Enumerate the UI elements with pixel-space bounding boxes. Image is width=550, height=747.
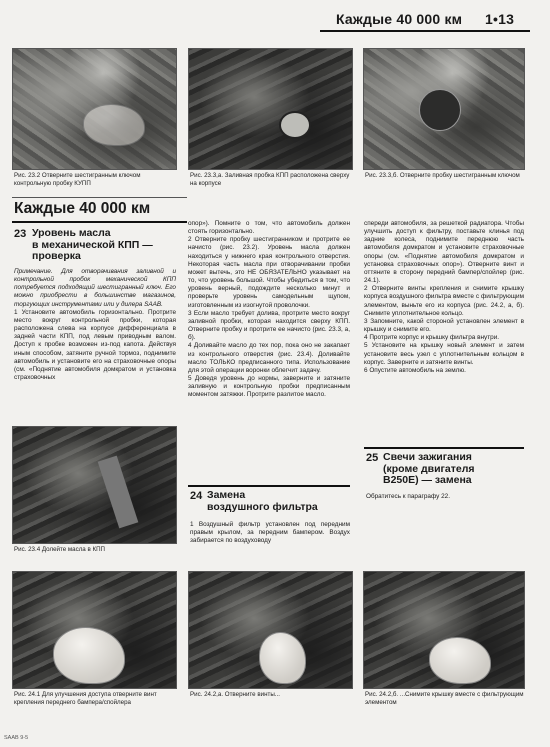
section-24-title: Замена воздушного фильтра <box>207 489 318 513</box>
photo-23-3b <box>363 48 525 170</box>
running-title: Каждые 40 000 км <box>336 11 463 27</box>
paragraph-24-1: 1 Воздушный фильтр установлен под передним правым крылом, за передним бампером. Воздух забирается по воздуховоду <box>190 521 350 545</box>
column-3-text <box>364 220 524 375</box>
column-2-text <box>188 220 350 399</box>
hand-detail <box>53 627 125 684</box>
caption-23-3b: Рис. 23.3,б. Отверните пробку шестигранным ключом <box>365 172 520 179</box>
paragraph-23-1-cont: опор»). Помните о том, что автомобиль должен стоять горизонтально. <box>188 220 350 236</box>
section-23-number: 23 <box>14 228 27 240</box>
paragraph-24-5: 5 Установите на крышку новый элемент и затем установите весь узел с уплотнительным кольцом в корпус. Заверните и затяните винты. <box>364 342 524 366</box>
photo-23-3a <box>188 48 353 170</box>
photo-detail <box>83 104 145 146</box>
paragraph-23-4: 4 Доливайте масло до тех пор, пока оно не закапает из контрольного отверстия (рис. 23.4). Доливайте масло ТОЛЬКО предписанного типа. Использование для этой операции воронки облегчит задачу. <box>188 342 350 374</box>
section-25-number: 25 <box>366 452 379 464</box>
section-25-title: Свечи зажигания (кроме двигателя B250E) — замена <box>383 451 475 486</box>
caption-24-2b: Рис. 24.2,б. ...Снимите крышку вместе с фильтрующим элементом <box>365 691 524 706</box>
photo-24-2a <box>188 571 353 689</box>
paragraph-23-5: 5 Доведя уровень до нормы, заверните и затяните заливную и контрольную пробки предписанным моментом затяжки. Протрите разлитое масло. <box>188 374 350 399</box>
section-25-text <box>366 493 524 501</box>
paragraph-23-3: 3 Если масло требует долива, протрите место вокруг заливной пробки, которая находится сверху КПП. Отверните пробку и протрите ее начисто (рис. 23.3, а, б). <box>188 309 350 342</box>
photo-detail <box>419 89 461 131</box>
caption-23-4: Рис. 23.4 Долейте масла в КПП <box>14 546 105 553</box>
paragraph-24-2: 2 Отверните винты крепления и снимите крышку корпуса воздушного фильтра вместе с фильтрующим элементом, выньте его из корпуса (рис. 24.2, а, б). Снимите уплотнительное кольцо. <box>364 285 524 317</box>
caption-24-2a: Рис. 24.2,а. Отверните винты... <box>190 691 280 698</box>
header-rule <box>320 30 530 32</box>
caption-23-3a: Рис. 23.3,а. Заливная пробка КПП расположена сверху на корпусе <box>190 172 350 187</box>
photo-23-2 <box>12 48 177 170</box>
section-25-rule <box>364 447 524 449</box>
paragraph-24-4: 4 Протрите корпус и крышку фильтра внутри. <box>364 334 500 342</box>
filler-plug-marker <box>279 111 311 139</box>
heading-rule-top <box>12 197 187 198</box>
paragraph-24-3: 3 Запомните, какой стороной установлен элемент в крышку и снимите его. <box>364 317 524 334</box>
heading-rule-bottom <box>12 221 187 223</box>
paragraph-23-2: 2 Отверните пробку шестигранником и протрите ее начисто (рис. 23.2). Уровень масла должен находиться у нижнего края контрольного отверстия. Некоторая часть масла при отворачивании пробки может вытечь, это НЕ ОБЯЗАТЕЛЬНО указывает на то, что уровень большой. Чтобы убедиться в том, что уровень верный, подождите несколько минут и проверьте уровень самодельным щупом, изготовленным из изогнутой проволочки. <box>188 236 350 309</box>
paragraph-24-6: 6 Опустите автомобиль на землю. <box>364 366 466 374</box>
paragraph-23-1: 1 Установите автомобиль горизонтально. Протрите место вокруг контрольной пробки, которая расположена слева на корпусе дифференциала в задней части КПП, под левым приводным валом. Доступ к пробке возможен из-под капота. Действуя иным способом, затяните ручной тормоз, поднимите автомобиль и установите его на страховочные опоры (см. «Поднятие автомобиля домкратом и установка страховочных <box>14 308 176 382</box>
section-24-text <box>190 521 350 545</box>
hand-detail <box>259 632 306 684</box>
footer-label: SAAB 9-5 <box>4 735 29 741</box>
section-24-number: 24 <box>190 490 203 502</box>
column-1-text <box>14 268 176 382</box>
photo-24-2b <box>363 571 525 689</box>
paragraph-24-1-cont: спереди автомобиля, за решеткой радиатора. Чтобы улучшить доступ к фильтру, поставьте клинья под задние колеса, поднимите переднюю часть автомобиля домкратом и установите страховочные опоры (см. «Поднятие автомобиля домкратом и установка страховочных опор»). Отверните винт и оттяните в сторону передний бампер/спойлер (рис. 24.1). <box>364 220 524 285</box>
note-text: Примечание. Для отворачивания заливной и контрольной пробок механической КПП потребуется подходящий шестигранный ключ. Его можно приобрести в большинстве магазинов, торгующих инструментами или у дилера SAAB. <box>14 268 176 308</box>
caption-23-2: Рис. 23.2 Отверните шестигранным ключом контрольную пробку КУПП <box>14 172 141 187</box>
section-23-title: Уровень масла в механической КПП — проверка <box>32 227 153 262</box>
hand-detail <box>429 637 491 684</box>
section-heading: Каждые 40 000 км <box>14 200 151 217</box>
paragraph-25-1: Обратитесь к параграфу 22. <box>366 493 450 500</box>
caption-24-1: Рис. 24.1 Для улучшения доступа отверните винт крепления переднего бампера/спойлера <box>14 691 157 706</box>
page-number: 1•13 <box>485 11 515 27</box>
photo-24-1 <box>12 571 177 689</box>
section-24-rule <box>188 485 350 487</box>
photo-23-4 <box>12 426 177 544</box>
oil-bottle-detail <box>98 456 139 529</box>
